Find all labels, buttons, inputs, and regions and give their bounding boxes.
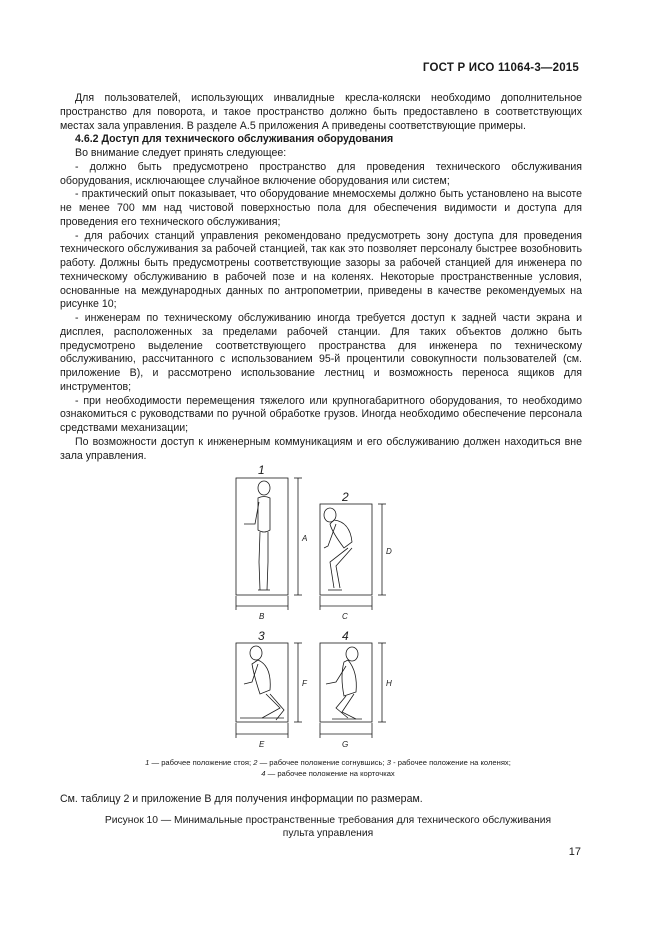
dim-label-g: G bbox=[342, 740, 349, 749]
dim-label-d: D bbox=[386, 547, 392, 556]
head bbox=[250, 646, 262, 660]
legend-line-1 bbox=[60, 757, 596, 768]
legs bbox=[259, 532, 268, 590]
arm bbox=[244, 502, 259, 524]
dim-label-e: E bbox=[259, 740, 265, 749]
torso bbox=[342, 660, 356, 696]
legend-text-1: — рабочее положение стоя; bbox=[149, 758, 254, 767]
dim-label-c: C bbox=[342, 612, 348, 621]
dim-label-b: B bbox=[259, 612, 265, 621]
pose-bending bbox=[320, 504, 386, 610]
see-note: См. таблицу 2 и приложение В для получения информации по размерам. bbox=[60, 793, 423, 805]
legend-key-1: 1 bbox=[145, 758, 150, 767]
pose-number-4: 4 bbox=[342, 629, 349, 643]
figure-caption bbox=[60, 815, 596, 840]
pose-kneeling bbox=[236, 643, 302, 738]
legs bbox=[330, 548, 352, 588]
legs bbox=[262, 694, 284, 720]
list-item: - при необходимости перемещения тяжелого или крупногабаритного оборудования, то необходимо ознакомиться с руководствами по ручной обработке грузов. Иногда необходимо обеспечение персонала средствами механизации; bbox=[60, 394, 582, 434]
torso bbox=[258, 497, 270, 533]
body-text bbox=[60, 92, 582, 463]
paragraph: Для пользователей, использующих инвалидные кресла-коляски необходимо дополнительное пространство для поворота, и такое пространство должно быть предоставлено в соответствующих местах зала управления. В разделе А.5 приложения А приведены соответствующие примеры. bbox=[60, 92, 582, 132]
pose-number-3: 3 bbox=[258, 629, 265, 643]
pose-standing bbox=[236, 478, 302, 610]
page-number: 17 bbox=[568, 846, 581, 858]
figure-legend bbox=[60, 757, 596, 779]
figure-drawing bbox=[232, 462, 432, 752]
legend-key-3: 3 bbox=[386, 758, 391, 767]
envelope-1 bbox=[236, 478, 288, 595]
torso bbox=[252, 660, 270, 694]
pose-number-2: 2 bbox=[342, 490, 349, 504]
document-header: ГОСТ Р ИСО 11064-3—2015 bbox=[422, 62, 579, 74]
list-item: - должно быть предусмотрено пространство для проведения технического обслуживания оборудования, исключающее случайное включение оборудования или систем; bbox=[60, 160, 582, 187]
legend-key-2: 2 bbox=[253, 758, 258, 767]
torso bbox=[330, 520, 352, 548]
legs bbox=[336, 694, 356, 719]
list-item: - для рабочих станций управления рекомендовано предусмотреть зону доступа для проведения технического обслуживания за рабочей станцией, так как это позволяет персоналу быстрее возобновить работу. Должны быть предусмотрены соответствующие зазоры за рабочей станцией для инженера по техническому обслуживанию в рабочей позе и на коленях. Некоторые пространственные условия, основанные на международных данных по антропометрии, приведены в качестве рекомендуемых на рисунке 10; bbox=[60, 229, 582, 311]
head bbox=[258, 481, 270, 495]
section-heading: 4.6.2 Доступ для технического обслуживания оборудования bbox=[75, 133, 394, 146]
figure-10 bbox=[232, 462, 432, 752]
paragraph: По возможности доступ к инженерным коммуникациям и его обслуживанию должен находиться вне зала управления. bbox=[60, 435, 582, 462]
dim-label-f: F bbox=[302, 679, 307, 688]
legend-text-4: — рабочее положение на корточках bbox=[265, 769, 395, 778]
legend-text-3: - рабочее положение на коленях; bbox=[390, 758, 511, 767]
list-item: - инженерам по техническому обслуживанию иногда требуется доступ к задней части экрана и дисплея, расположенных за пределами рабочей станции. Для таких объектов должно быть предусмотрено выделение соответствующего пространства для инженера по техническому обслуживанию, рассчитанного с использованием 95-й процентили совокупности пользователей (см. приложение В), и рассмотрено использование лестниц и возможность переноса ящиков для инструментов; bbox=[60, 312, 582, 393]
head bbox=[346, 647, 358, 661]
legend-text-2: — рабочее положение согнувшись; bbox=[257, 758, 387, 767]
dim-label-a: A bbox=[302, 534, 308, 543]
legend-key-4: 4 bbox=[261, 769, 266, 778]
arm bbox=[324, 524, 336, 548]
dim-label-h: H bbox=[386, 679, 392, 688]
pose-squatting bbox=[320, 643, 386, 738]
list-item: - практический опыт показывает, что оборудование мнемосхемы должно быть установлено на высоте не менее 700 мм над чистовой поверхностью пола для обеспечения видимости и доступа для проведения его технического обслуживания; bbox=[60, 188, 582, 228]
paragraph: Во внимание следует принять следующее: bbox=[75, 147, 287, 159]
arm bbox=[326, 666, 346, 684]
legend-line-2 bbox=[60, 768, 596, 779]
caption-line-1: Рисунок 10 — Минимальные пространственные требования для технического обслуживания bbox=[104, 815, 552, 826]
caption-line-2: пульта управления bbox=[282, 827, 374, 839]
pose-number-1: 1 bbox=[258, 463, 265, 477]
